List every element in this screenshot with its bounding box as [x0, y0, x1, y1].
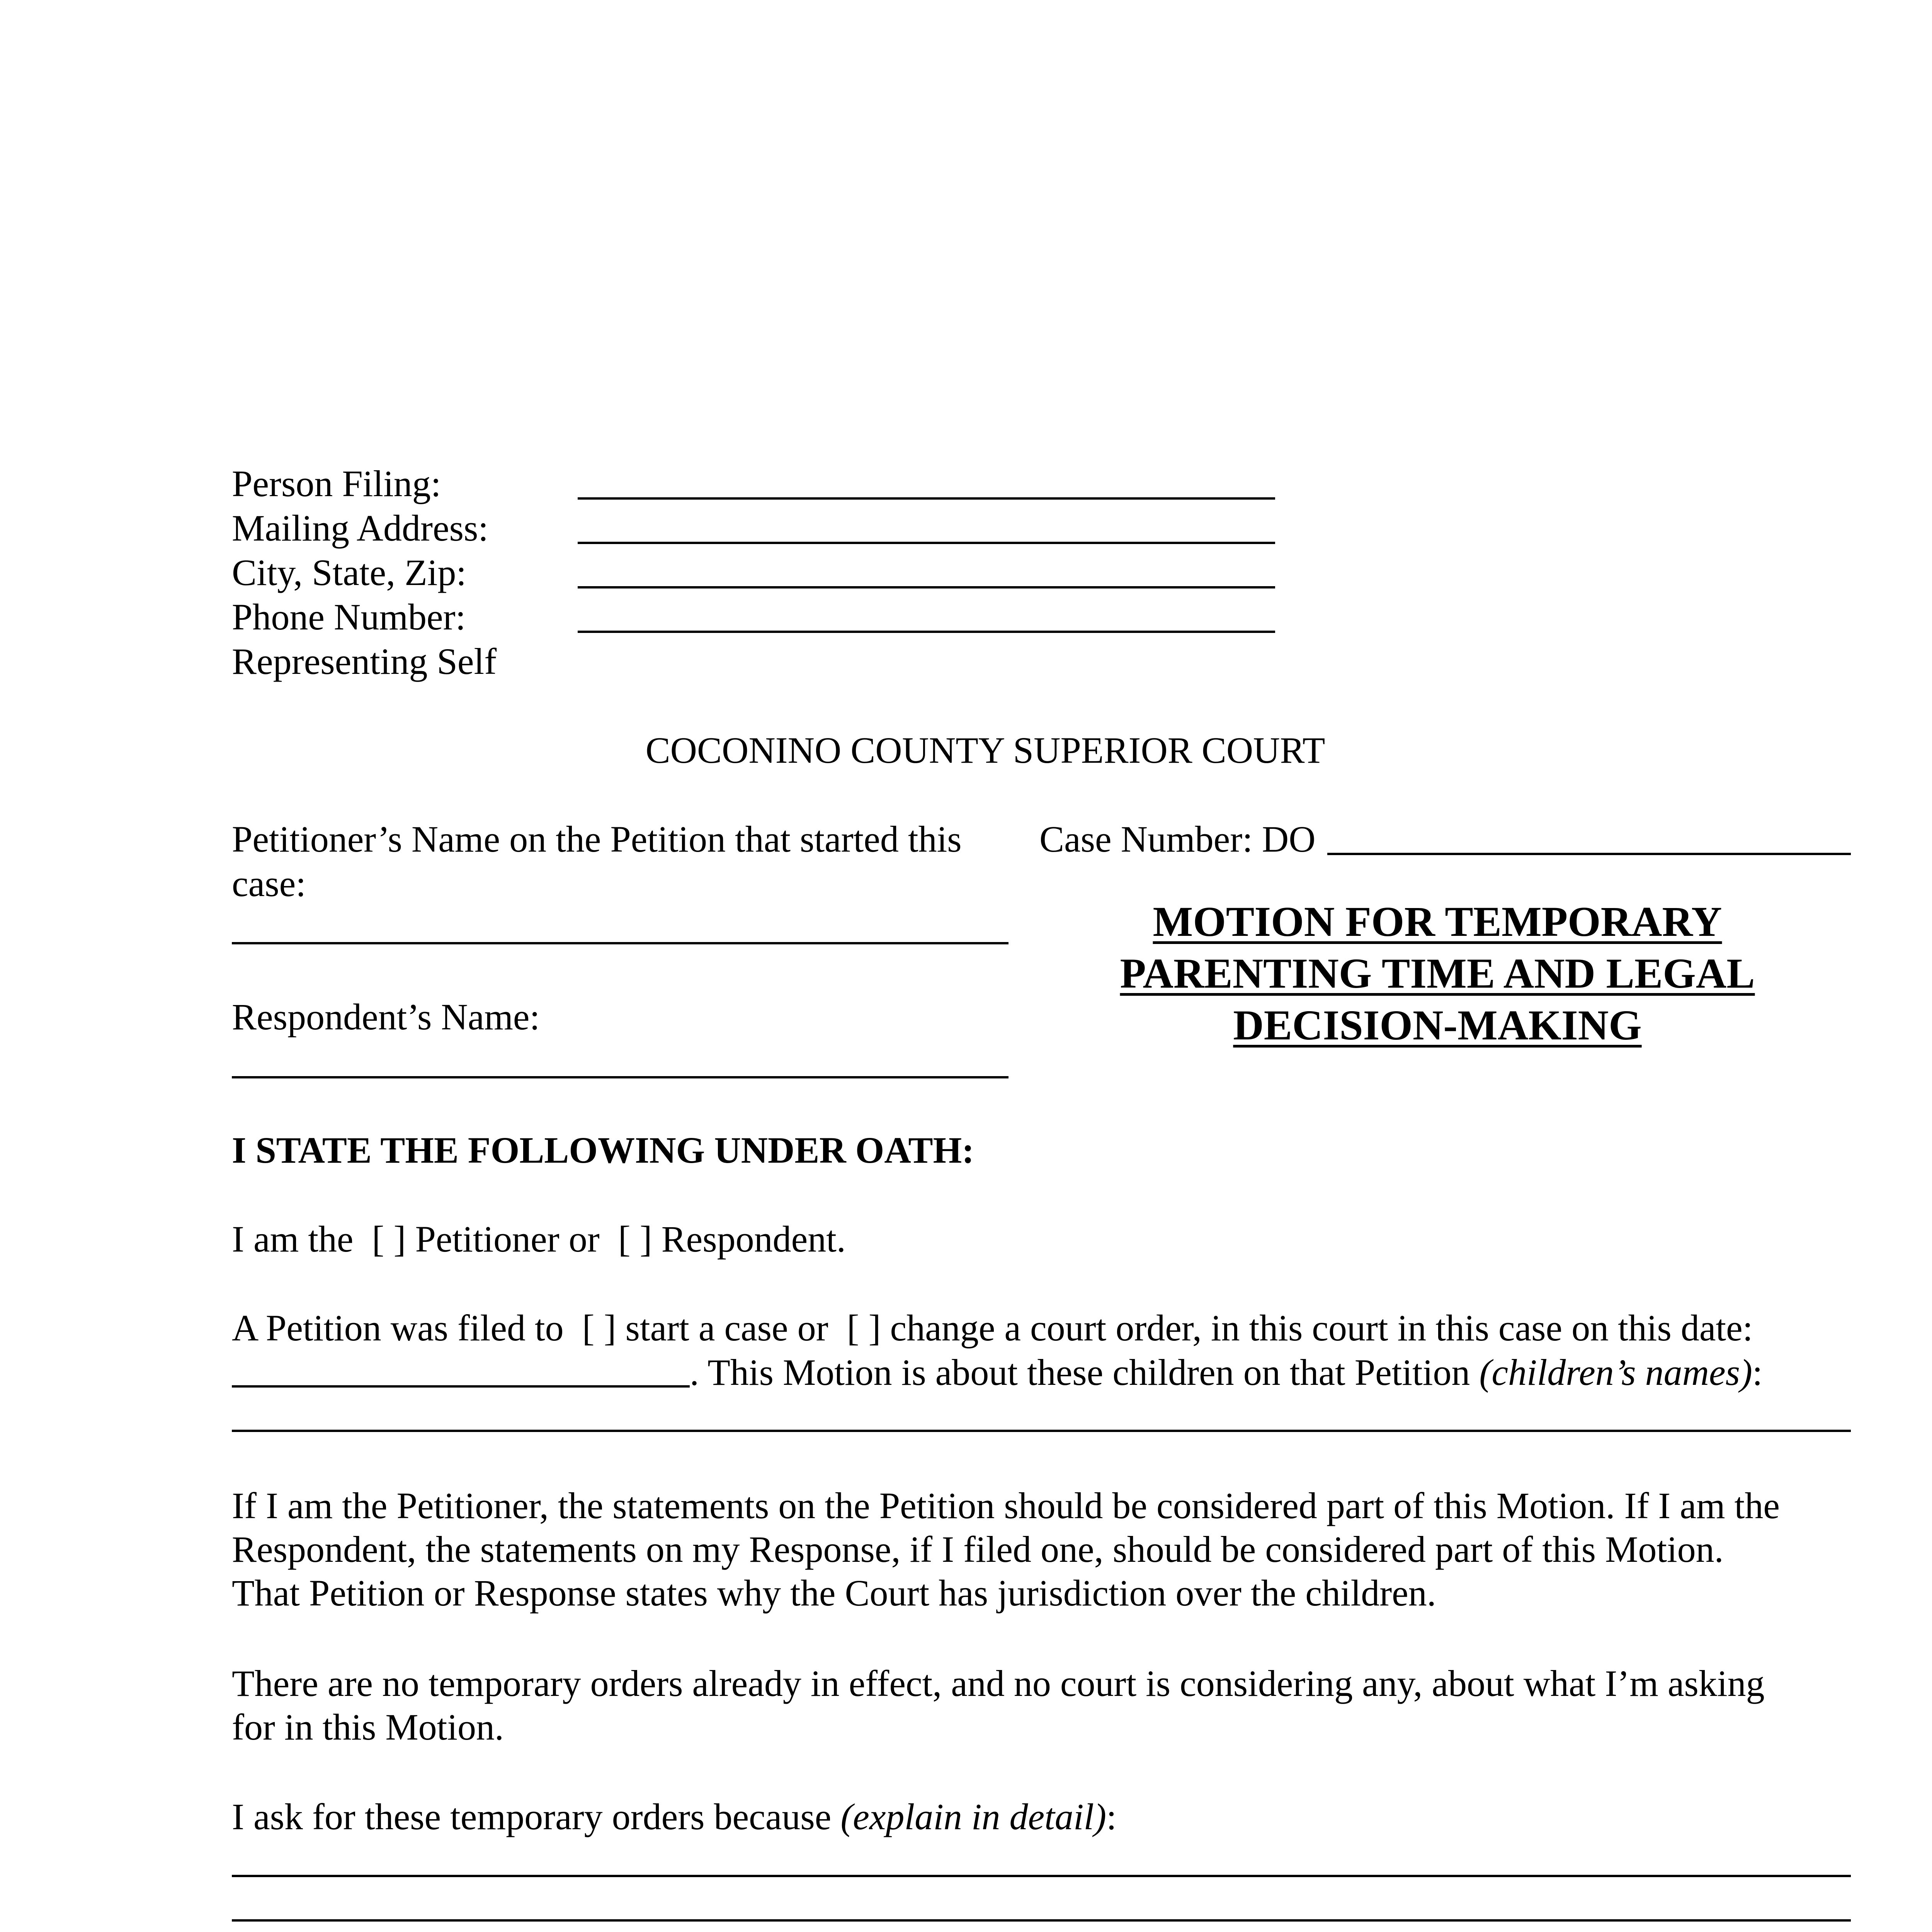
person-filing-field[interactable]	[578, 497, 1275, 500]
temporary-orders-paragraph	[232, 1662, 1886, 1749]
respondent-checkbox[interactable]: [ ] Respondent.	[618, 1218, 846, 1260]
ask-suffix: :	[1106, 1796, 1117, 1837]
petition-date-field[interactable]	[232, 1385, 690, 1388]
title-line-3: DECISION-MAKING	[1233, 1002, 1642, 1049]
petition-line-2	[690, 1350, 1763, 1394]
city-state-zip-label: City, State, Zip:	[232, 552, 467, 593]
temporary-line: for in this Motion.	[232, 1706, 504, 1748]
petition-line-1	[232, 1306, 1753, 1350]
petitioner-checkbox[interactable]: [ ] Petitioner or	[372, 1218, 600, 1260]
case-number-field[interactable]	[1327, 853, 1851, 855]
statements-line: If I am the Petitioner, the statements on the Petition should be considered part of this Motion. If I am the	[232, 1485, 1780, 1526]
statements-line: That Petition or Response states why the Court has jurisdiction over the children.	[232, 1572, 1436, 1614]
explanation-line[interactable]	[232, 1875, 1851, 1877]
respondent-name-field[interactable]	[232, 1076, 1009, 1078]
court-name: COCONINO COUNTY SUPERIOR COURT	[645, 730, 1325, 771]
person-filing-label: Person Filing:	[232, 463, 441, 504]
petitioner-label: Petitioner’s Name on the Petition that started this	[232, 818, 962, 860]
document-title	[1090, 896, 1785, 1051]
city-state-zip-field[interactable]	[578, 586, 1275, 588]
petition-line-2-suffix: :	[1752, 1352, 1763, 1393]
ask-line	[232, 1795, 1117, 1838]
ask-prefix: I ask for these temporary orders because	[232, 1796, 832, 1837]
respondent-label: Respondent’s Name:	[232, 996, 540, 1037]
statements-paragraph	[232, 1484, 1886, 1615]
petitioner-label-cont: case:	[232, 863, 306, 904]
representing-self-label: Representing Self	[232, 641, 497, 682]
explanation-line[interactable]	[232, 1919, 1851, 1922]
change-order-checkbox[interactable]: [ ] change a court order, in this court in this case on this date:	[847, 1307, 1753, 1349]
start-case-checkbox[interactable]: [ ] start a case or	[582, 1307, 828, 1349]
case-number-label: Case Number: DO	[1039, 818, 1316, 860]
childrens-names-field[interactable]	[232, 1430, 1851, 1432]
party-line-prefix: I am the	[232, 1218, 354, 1260]
phone-number-field[interactable]	[578, 631, 1275, 633]
mailing-address-field[interactable]	[578, 542, 1275, 544]
temporary-line: There are no temporary orders already in effect, and no court is considering any, about what I’m asking	[232, 1663, 1765, 1704]
oath-heading: I STATE THE FOLLOWING UNDER OATH:	[232, 1129, 975, 1171]
petitioner-name-field[interactable]	[232, 942, 1009, 944]
phone-number-label: Phone Number:	[232, 596, 466, 638]
childrens-names-hint: (children’s names)	[1479, 1352, 1752, 1393]
statements-line: Respondent, the statements on my Response, if I filed one, should be considered part of this Motion.	[232, 1529, 1724, 1570]
mailing-address-label: Mailing Address:	[232, 507, 488, 549]
party-line	[232, 1217, 846, 1261]
petition-line-2-text: . This Motion is about these children on that Petition	[690, 1352, 1470, 1393]
title-line-2: PARENTING TIME AND LEGAL	[1120, 950, 1755, 997]
title-line-1: MOTION FOR TEMPORARY	[1153, 898, 1722, 945]
petition-prefix: A Petition was filed to	[232, 1307, 564, 1349]
explain-hint: (explain in detail)	[840, 1796, 1107, 1837]
